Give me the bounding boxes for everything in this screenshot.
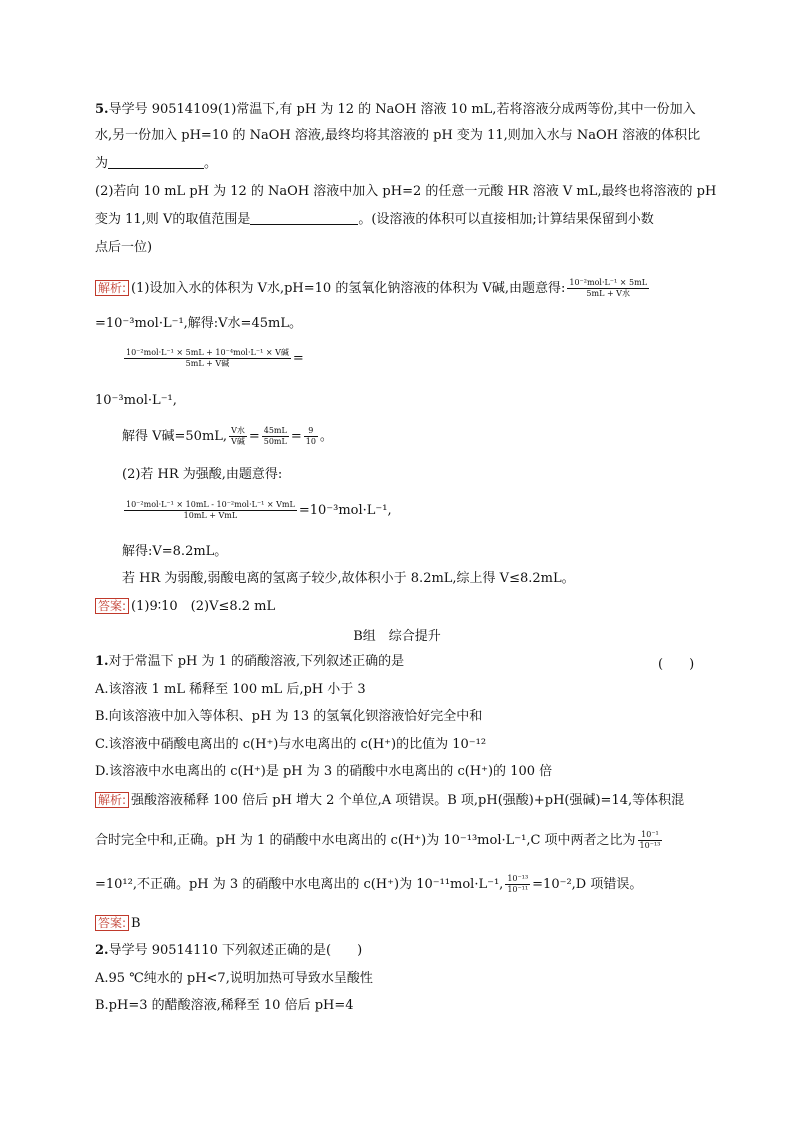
- q5-answer-blank-1[interactable]: [108, 155, 204, 169]
- analysis1-line2: [95, 830, 664, 851]
- q1-option-a: A.该溶液 1 mL 稀释至 100 mL 后,pH 小于 3: [95, 682, 366, 697]
- q5-text1: 导学号 90514109(1)常温下,有 pH 为 12 的 NaOH 溶液 10 mL,若将溶液分成两等份,其中一份加入: [108, 102, 696, 117]
- answer1-text: B: [131, 916, 141, 931]
- analysis1-line3-prefix: =10¹²,不正确。pH 为 3 的硝酸中水电离出的 c(H⁺)为 10⁻¹¹mol·L⁻¹,: [95, 877, 504, 892]
- equals-sign: =: [292, 351, 304, 366]
- equals-sign: =: [248, 429, 260, 444]
- q1-stem: [95, 653, 404, 671]
- analysis5-line4: [122, 426, 333, 447]
- analysis5-fraction-3: [229, 426, 247, 447]
- analysis5-fraction-6: [124, 500, 297, 521]
- analysis5-fraction-2: [124, 348, 291, 369]
- q5-line3-prefix: 为: [95, 156, 109, 171]
- answer-tag: 答案:: [95, 598, 129, 614]
- q5-line4: (2)若向 10 mL pH 为 12 的 NaOH 溶液中加入 pH=2 的任意一元酸 HR 溶液 V mL,最终也将溶液的 pH: [95, 184, 717, 199]
- analysis5-fraction-5: [304, 426, 318, 447]
- analysis5-line7: 解得:V=8.2mL。: [122, 544, 228, 559]
- analysis5-line4-suffix: 。: [319, 429, 333, 444]
- q5-line3: [95, 155, 217, 173]
- q5-answer-blank-2[interactable]: [250, 211, 358, 225]
- fraction-numerator: 9: [304, 426, 318, 437]
- q5-line2: 水,另一份加入 pH=10 的 NaOH 溶液,最终均将其溶液的 pH 变为 11,则加入水与 NaOH 溶液的体积比: [95, 128, 701, 143]
- fraction-denominator: 10: [305, 437, 316, 446]
- analysis1-fraction-1: [638, 830, 663, 851]
- analysis5-fraction-4: [262, 426, 289, 447]
- q2-stem-text: 导学号 90514110 下列叙述正确的是( ): [108, 943, 363, 958]
- q5-line1: [95, 101, 696, 119]
- analysis1-line3: [95, 874, 642, 895]
- fraction-numerator: 45mL: [263, 426, 287, 435]
- q5-line5: [95, 211, 654, 229]
- q1-option-c: C.该溶液中硝酸电离出的 c(H⁺)与水电离出的 c(H⁺)的比值为 10⁻¹²: [95, 737, 487, 752]
- fraction-denominator: V碱: [231, 437, 245, 446]
- analysis-tag: 解析:: [95, 792, 129, 808]
- section-title: B组 综合提升: [353, 629, 441, 644]
- analysis5-line6: [122, 500, 392, 521]
- answer5-line: [95, 597, 275, 616]
- q1-option-b: B.向该溶液中加入等体积、pH 为 13 的氢氧化钡溶液恰好完全中和: [95, 709, 483, 724]
- analysis5-line4-prefix: 解得 V碱=50mL,: [122, 429, 228, 444]
- analysis5-line6-suffix: =10⁻³mol·L⁻¹,: [298, 503, 392, 518]
- analysis1-text1: 强酸溶液稀释 100 倍后 pH 增大 2 个单位,A 项错误。B 项,pH(强酸)+pH(强碱)=14,等体积混: [131, 793, 685, 808]
- analysis1-line1: [95, 791, 684, 810]
- analysis5-fraction-row: [122, 348, 304, 369]
- analysis5-fraction-1: [567, 278, 649, 299]
- analysis5-line1: [95, 278, 651, 299]
- q1-stem-text: 对于常温下 pH 为 1 的硝酸溶液,下列叙述正确的是: [108, 654, 405, 669]
- fraction-numerator: 10⁻¹: [638, 830, 663, 841]
- q5-line6: 点后一位): [95, 240, 153, 255]
- fraction-denominator: 5mL + V水: [586, 289, 630, 298]
- analysis5-line3: 10⁻³mol·L⁻¹,: [95, 393, 177, 408]
- fraction-denominator: 10⁻¹¹: [507, 885, 529, 894]
- q5-line5-prefix: 变为 11,则 V的取值范围是: [95, 212, 251, 227]
- equals-sign: =: [290, 429, 302, 444]
- q2-option-b: B.pH=3 的醋酸溶液,稀释至 10 倍后 pH=4: [95, 998, 354, 1013]
- answer1-line: [95, 914, 141, 933]
- fraction-denominator: 10mL + VmL: [183, 511, 238, 520]
- fraction-denominator: 5mL + V碱: [185, 359, 230, 368]
- q5-line5-suffix: 。(设溶液的体积可以直接相加;计算结果保留到小数: [358, 212, 654, 227]
- answer5-text: (1)9∶10 (2)V≤8.2 mL: [131, 599, 276, 614]
- analysis1-fraction-2: [505, 874, 530, 895]
- fraction-denominator: 10⁻¹³: [639, 841, 661, 850]
- q1-answer-paren[interactable]: ( ): [658, 657, 695, 672]
- fraction-denominator: 50mL: [263, 437, 287, 446]
- q5-number: 5.: [95, 102, 109, 117]
- analysis1-text2: 合时完全中和,正确。pH 为 1 的硝酸中水电离出的 c(H⁺)为 10⁻¹³mol·L⁻¹,C 项中两者之比为: [95, 833, 636, 848]
- q5-line3-suffix: 。: [204, 156, 218, 171]
- answer-tag: 答案:: [95, 915, 129, 931]
- q1-number: 1.: [95, 654, 109, 669]
- fraction-numerator: 10⁻²mol·L⁻¹ × 5mL + 10⁻⁴mol·L⁻¹ × V碱: [126, 348, 289, 357]
- q2-option-a: A.95 ℃纯水的 pH<7,说明加热可导致水呈酸性: [95, 971, 373, 986]
- q2-number: 2.: [95, 943, 109, 958]
- analysis5-line8: 若 HR 为弱酸,弱酸电离的氢离子较少,故体积小于 8.2mL,综上得 V≤8.2mL。: [122, 571, 575, 586]
- q1-option-d: D.该溶液中水电离出的 c(H⁺)是 pH 为 3 的硝酸中水电离出的 c(H⁺)的 100 倍: [95, 764, 553, 779]
- fraction-numerator: 10⁻¹³: [507, 874, 529, 883]
- analysis5-line5: (2)若 HR 为强酸,由题意得:: [122, 467, 283, 482]
- analysis1-line3-suffix: =10⁻²,D 项错误。: [532, 877, 643, 892]
- fraction-numerator: V水: [231, 426, 245, 435]
- analysis5-line2: =10⁻³mol·L⁻¹,解得:V水=45mL。: [95, 316, 302, 331]
- analysis-tag: 解析:: [95, 280, 129, 296]
- fraction-numerator: 10⁻²mol·L⁻¹ × 10mL - 10⁻²mol·L⁻¹ × VmL: [126, 500, 295, 509]
- analysis5-text1: (1)设加入水的体积为 V水,pH=10 的氢氧化钠溶液的体积为 V碱,由题意得:: [131, 281, 566, 296]
- q2-stem: [95, 942, 362, 960]
- fraction-numerator: 10⁻²mol·L⁻¹ × 5mL: [569, 278, 648, 287]
